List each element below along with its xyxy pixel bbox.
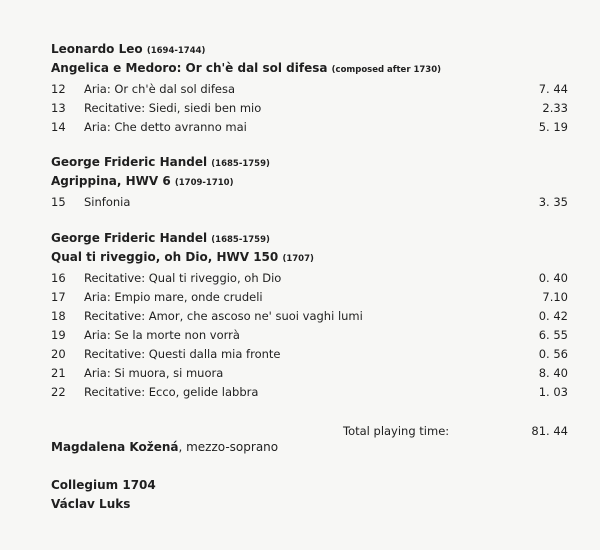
track-title: Recitative: Amor, che ascoso ne' suoi vaghi lumi xyxy=(84,309,363,323)
track-duration: 7.10 xyxy=(542,290,568,304)
track-number: 13 xyxy=(51,101,66,115)
track-duration: 7. 44 xyxy=(538,82,568,96)
track-number: 16 xyxy=(51,271,66,285)
track-number: 21 xyxy=(51,366,66,380)
work-note: (1707) xyxy=(282,254,314,264)
track-number: 15 xyxy=(51,195,66,209)
track-title: Sinfonia xyxy=(84,195,131,209)
track-row xyxy=(51,307,568,326)
track-row xyxy=(51,383,568,402)
soloist-name: Magdalena Kožená xyxy=(51,440,179,454)
track-title: Recitative: Questi dalla mia fronte xyxy=(84,347,281,361)
track-duration: 0. 42 xyxy=(538,309,568,323)
total-label: Total playing time: xyxy=(343,424,450,438)
total-value: 81. 44 xyxy=(531,424,568,438)
track-row xyxy=(51,118,568,137)
track-row xyxy=(51,288,568,307)
track-title: Aria: Se la morte non vorrà xyxy=(84,328,240,342)
soloist-role: , mezzo-soprano xyxy=(178,440,279,454)
composer-heading xyxy=(51,229,551,248)
composer-dates: (1685-1759) xyxy=(211,159,270,169)
section-qual-ti-riveggio xyxy=(51,229,568,402)
track-row xyxy=(51,326,568,345)
work-heading xyxy=(51,59,551,78)
composer-dates: (1685-1759) xyxy=(211,235,270,245)
composer-name: George Frideric Handel xyxy=(51,155,208,169)
track-row xyxy=(51,345,568,364)
track-title: Recitative: Qual ti riveggio, oh Dio xyxy=(84,271,282,285)
track-duration: 0. 40 xyxy=(538,271,568,285)
track-row xyxy=(51,193,568,212)
track-number: 17 xyxy=(51,290,66,304)
work-title: Angelica e Medoro: Or ch'è dal sol difesa xyxy=(51,61,328,75)
composer-heading xyxy=(51,40,551,59)
track-title: Aria: Or ch'è dal sol difesa xyxy=(84,82,236,96)
track-row xyxy=(51,364,568,383)
track-title: Aria: Empio mare, onde crudeli xyxy=(84,290,263,304)
composer-dates: (1694-1744) xyxy=(146,46,206,56)
section-agrippina xyxy=(51,153,568,212)
track-number: 19 xyxy=(51,328,66,342)
track-number: 12 xyxy=(51,82,66,96)
track-title: Recitative: Ecco, gelide labbra xyxy=(84,385,259,399)
track-title: Aria: Che detto avranno mai xyxy=(84,120,247,134)
soloist-credit xyxy=(51,438,278,457)
track-row xyxy=(51,80,568,99)
composer-name: Leonardo Leo xyxy=(51,42,143,56)
work-note: (1709-1710) xyxy=(174,178,234,188)
track-duration: 1. 03 xyxy=(538,385,568,399)
composer-heading xyxy=(51,153,551,172)
track-duration: 6. 55 xyxy=(538,328,568,342)
work-heading xyxy=(51,172,551,191)
track-row xyxy=(51,269,568,288)
track-title: Recitative: Siedi, siedi ben mio xyxy=(84,101,262,115)
work-title: Qual ti riveggio, oh Dio, HWV 150 xyxy=(51,250,279,264)
track-number: 22 xyxy=(51,385,66,399)
track-duration: 3. 35 xyxy=(538,195,568,209)
track-title: Aria: Si muora, si muora xyxy=(84,366,224,380)
track-duration: 0. 56 xyxy=(538,347,568,361)
track-row xyxy=(51,99,568,118)
ensemble-name: Collegium 1704 xyxy=(51,478,156,492)
track-duration: 8. 40 xyxy=(538,366,568,380)
section-leo xyxy=(51,40,568,137)
track-number: 18 xyxy=(51,309,66,323)
track-number: 14 xyxy=(51,120,66,134)
track-duration: 5. 19 xyxy=(538,120,568,134)
composer-name: George Frideric Handel xyxy=(51,231,208,245)
track-number: 20 xyxy=(51,347,66,361)
track-duration: 2.33 xyxy=(542,101,568,115)
work-heading xyxy=(51,248,551,267)
work-note: (composed after 1730) xyxy=(331,65,442,75)
total-playing-time xyxy=(343,422,568,441)
work-title: Agrippina, HWV 6 xyxy=(51,174,171,188)
conductor-name: Václav Luks xyxy=(51,497,131,511)
